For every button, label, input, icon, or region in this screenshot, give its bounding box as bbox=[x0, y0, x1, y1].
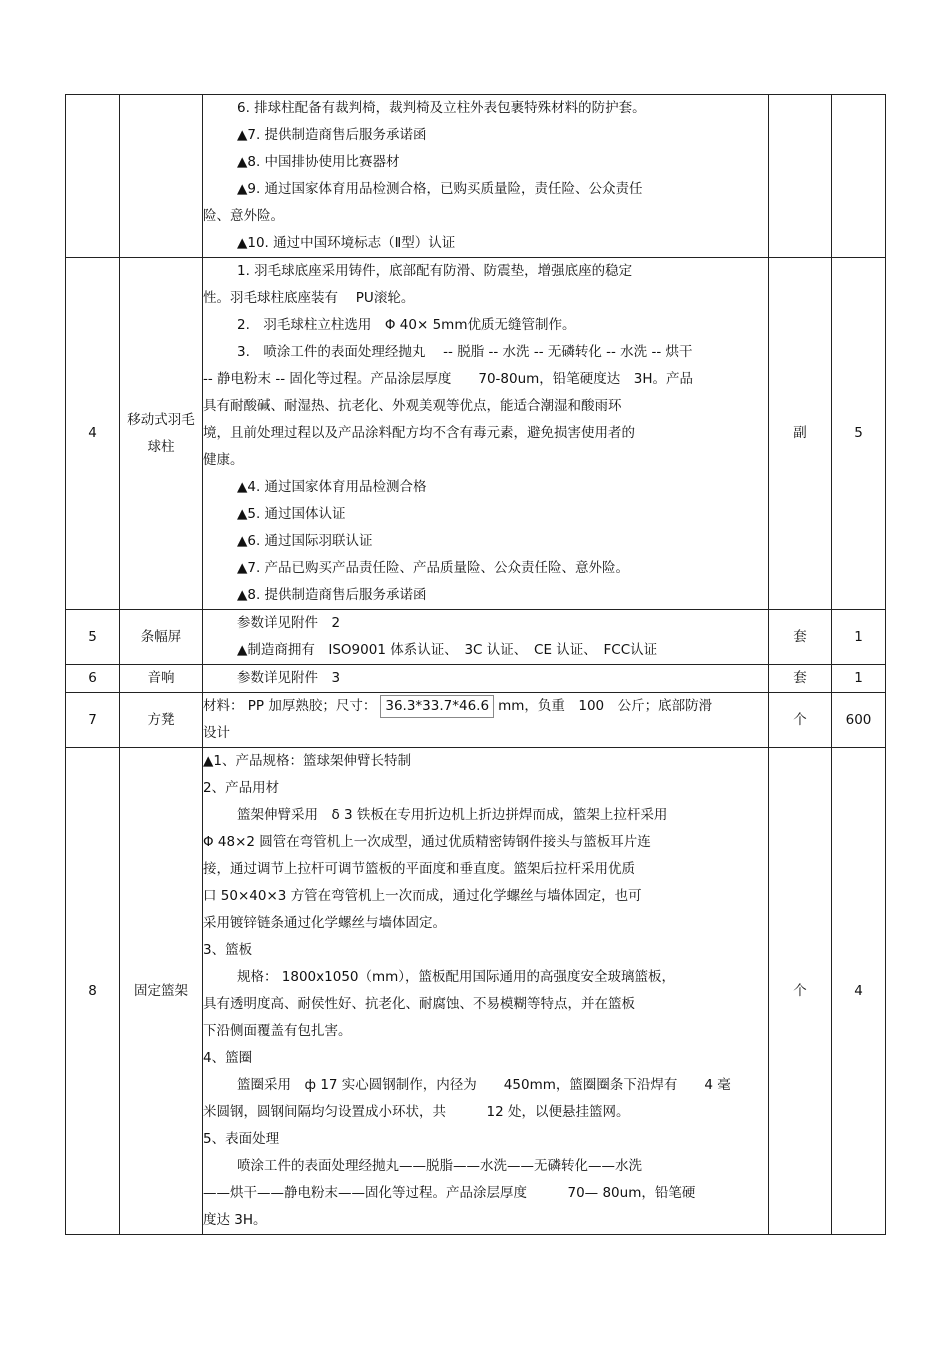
table-row bbox=[66, 748, 886, 1235]
item-description bbox=[203, 665, 769, 693]
description-line: Φ 48×2 圆管在弯管机上一次成型，通过优质精密铸钢件接头与篮板耳片连 bbox=[203, 834, 651, 850]
description-line: 性。羽毛球柱底座装有 PU滚轮。 bbox=[203, 290, 415, 306]
unit: 个 bbox=[769, 693, 832, 748]
table-row bbox=[66, 610, 886, 665]
description-line: 篮架伸臂采用 δ 3 铁板在专用折边机上折边拼焊而成，篮架上拉杆采用 bbox=[237, 807, 668, 823]
description-line: ▲8. 提供制造商售后服务承诺函 bbox=[237, 587, 427, 603]
item-name: 固定篮架 bbox=[120, 748, 203, 1235]
description-line: 参数详见附件 2 bbox=[237, 615, 341, 631]
spec-table bbox=[65, 94, 886, 1235]
table-row bbox=[66, 693, 886, 748]
unit: 副 bbox=[769, 258, 832, 610]
description-line: ▲6. 通过国际羽联认证 bbox=[237, 533, 373, 549]
description-line: ▲8. 中国排协使用比赛器材 bbox=[237, 154, 400, 170]
description-line: 米圆钢，圆钢间隔均匀设置成小环状，共 12 处，以便悬挂篮网。 bbox=[203, 1104, 630, 1120]
description-line: -- 静电粉末 -- 固化等过程。产品涂层厚度 70-80um，铅笔硬度达 3H。产品 bbox=[203, 371, 694, 387]
description-line: 1. 羽毛球底座采用铸件，底部配有防滑、防震垫，增强底座的稳定 bbox=[237, 263, 633, 279]
description-line: ▲7. 产品已购买产品责任险、产品质量险、公众责任险、意外险。 bbox=[237, 560, 630, 576]
item-description bbox=[203, 95, 769, 258]
item-name: 音响 bbox=[120, 665, 203, 693]
description-line bbox=[203, 693, 768, 720]
description-line: 3. 喷涂工件的表面处理经抛丸 -- 脱脂 -- 水洗 -- 无磷转化 -- 水洗 -- 烘干 bbox=[237, 344, 693, 360]
description-line: 设计 bbox=[203, 725, 230, 741]
row-number: 7 bbox=[66, 693, 120, 748]
quantity: 5 bbox=[832, 258, 886, 610]
row-number: 4 bbox=[66, 258, 120, 610]
description-line: 篮圈采用 ф 17 实心圆钢制作，内径为 450mm，篮圈圈条下沿焊有 4 毫 bbox=[237, 1077, 731, 1093]
description-line: 3、篮板 bbox=[203, 942, 253, 958]
row-number: 6 bbox=[66, 665, 120, 693]
load-text: mm，负重 100 公斤；底部防滑 bbox=[498, 698, 713, 714]
description-line: 6. 排球柱配备有裁判椅，裁判椅及立柱外表包裹特殊材料的防护套。 bbox=[237, 100, 646, 116]
quantity: 4 bbox=[832, 748, 886, 1235]
item-description bbox=[203, 693, 769, 748]
description-line: 口 50×40×3 方管在弯管机上一次而成，通过化学螺丝与墙体固定，也可 bbox=[203, 888, 642, 904]
unit: 套 bbox=[769, 610, 832, 665]
description-line: 参数详见附件 3 bbox=[237, 670, 341, 686]
description-line: ▲9. 通过国家体育用品检测合格，已购买质量险，责任险、公众责任 bbox=[237, 181, 643, 197]
row-number bbox=[66, 95, 120, 258]
description-line: ▲5. 通过国体认证 bbox=[237, 506, 346, 522]
unit bbox=[769, 95, 832, 258]
description-line: 接，通过调节上拉杆可调节篮板的平面度和垂直度。篮架后拉杆采用优质 bbox=[203, 861, 635, 877]
description-line: 具有耐酸碱、耐湿热、抗老化、外观美观等优点，能适合潮湿和酸雨环 bbox=[203, 398, 622, 414]
description-line: ——烘干——静电粉末——固化等过程。产品涂层厚度 70— 80um，铅笔硬 bbox=[203, 1185, 696, 1201]
table-row bbox=[66, 258, 886, 610]
description-line: ▲4. 通过国家体育用品检测合格 bbox=[237, 479, 427, 495]
table-row bbox=[66, 95, 886, 258]
quantity: 1 bbox=[832, 665, 886, 693]
description-line: ▲制造商拥有 ISO9001 体系认证、 3C 认证、 CE 认证、 FCC认证 bbox=[237, 642, 658, 658]
quantity: 600 bbox=[832, 693, 886, 748]
description-line: ▲1、产品规格：篮球架伸臂长特制 bbox=[203, 753, 411, 769]
description-line: 境，且前处理过程以及产品涂料配方均不含有毒元素，避免损害使用者的 bbox=[203, 425, 635, 441]
spec-table-body bbox=[66, 95, 886, 1235]
description-line: 度达 3H。 bbox=[203, 1212, 267, 1228]
unit: 套 bbox=[769, 665, 832, 693]
description-line: ▲10. 通过中国环境标志（Ⅱ型）认证 bbox=[237, 235, 456, 251]
description-line: 5、表面处理 bbox=[203, 1131, 280, 1147]
dimension-field[interactable]: 36.3*33.7*46.6 bbox=[380, 695, 494, 718]
item-description bbox=[203, 748, 769, 1235]
description-line: 4、篮圈 bbox=[203, 1050, 253, 1066]
description-line: ▲7. 提供制造商售后服务承诺函 bbox=[237, 127, 427, 143]
description-line: 下沿侧面覆盖有包扎害。 bbox=[203, 1023, 352, 1039]
description-line: 2. 羽毛球柱立柱选用 Φ 40× 5mm优质无缝管制作。 bbox=[237, 317, 576, 333]
unit: 个 bbox=[769, 748, 832, 1235]
description-line: 2、产品用材 bbox=[203, 780, 280, 796]
item-name: 方凳 bbox=[120, 693, 203, 748]
row-number: 5 bbox=[66, 610, 120, 665]
item-name: 移动式羽毛球柱 bbox=[120, 258, 203, 610]
description-line: 采用镀锌链条通过化学螺丝与墙体固定。 bbox=[203, 915, 446, 931]
item-description bbox=[203, 610, 769, 665]
item-name bbox=[120, 95, 203, 258]
description-line: 险、意外险。 bbox=[203, 208, 284, 224]
item-name: 条幅屏 bbox=[120, 610, 203, 665]
table-row bbox=[66, 665, 886, 693]
description-line: 规格： 1800x1050（mm），篮板配用国际通用的高强度安全玻璃篮板， bbox=[237, 969, 676, 985]
item-description bbox=[203, 258, 769, 610]
quantity: 1 bbox=[832, 610, 886, 665]
description-line: 喷涂工件的表面处理经抛丸——脱脂——水洗——无磷转化——水洗 bbox=[237, 1158, 642, 1174]
quantity bbox=[832, 95, 886, 258]
material-text: 材料： PP 加厚熟胶；尺寸： bbox=[203, 698, 377, 714]
description-line: 健康。 bbox=[203, 452, 244, 468]
description-line: 具有透明度高、耐侯性好、抗老化、耐腐蚀、不易模糊等特点，并在篮板 bbox=[203, 996, 635, 1012]
row-number: 8 bbox=[66, 748, 120, 1235]
